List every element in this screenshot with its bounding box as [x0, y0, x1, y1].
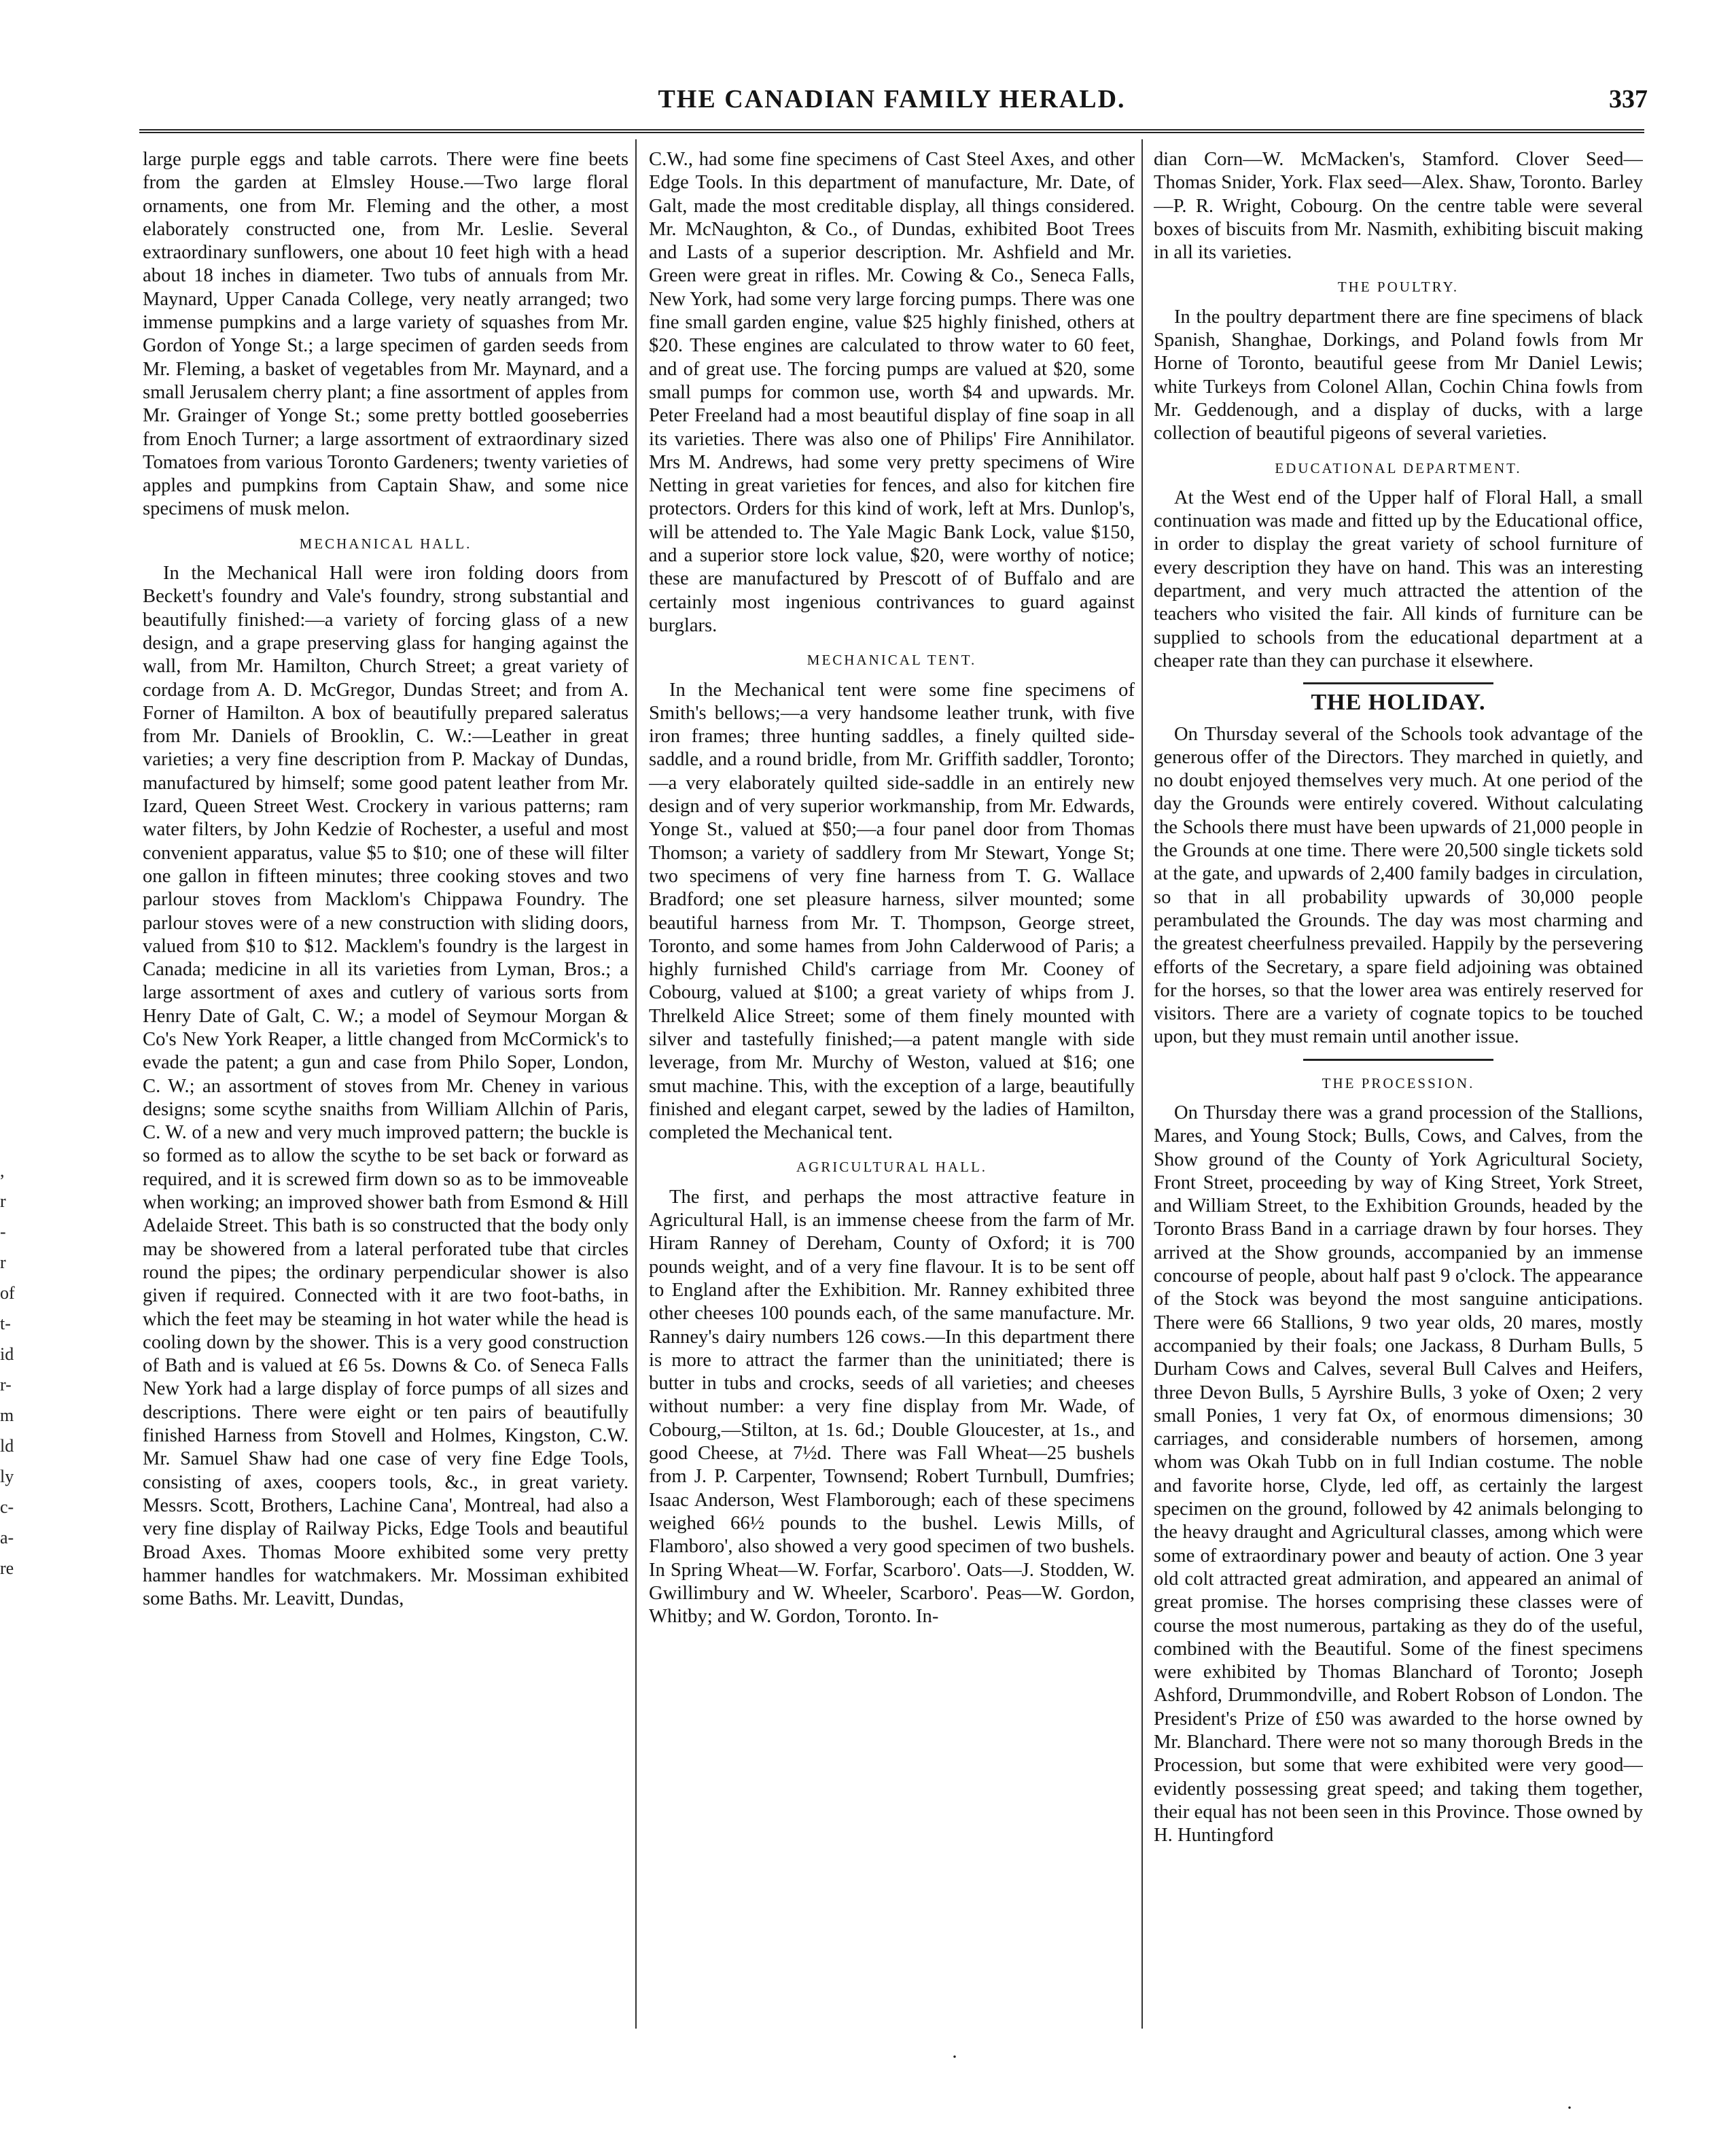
edge-fragment: of	[0, 1283, 15, 1303]
article-paragraph: On Thursday there was a grand procession of the Stallions, Mares, and Young Stock; Bulls, Cows, and Calves, from the Show ground of the County of York Agricultural Society, Front Street, proceeding by way of King Street, York Street, and William Street, to the Exhibition Grounds, headed by the Toronto Brass Band in a carriage drawn by four horses. They arrived at the Show grounds, accompanied by an immense concourse of people, about half past 9 o'clock. The appearance of the Stock was beyond the most sanguine anticipations. There were 66 Stallions, 9 two year olds, 20 mares, mostly accompanied by their foals; one Jackass, 8 Durham Bulls, 5 Durham Cows and Calves, several Bull Calves and Heifers, three Devon Bulls, 5 Ayrshire Bulls, 3 yoke of Oxen; 2 very small Ponies, 1 very fat Ox, of enormous dimensions; 30 carriages, and considerable numbers of horsemen, among whom was Okah Tubb on in full Indian costume. The noble and favorite horse, Clyde, led off, as certainly the largest specimen on the ground, followed by 42 animals belonging to the heavy draught and Agricultural classes, among which were some of extraordinary power and beauty of action. One 3 year old colt attracted great admiration, and appeared an animal of great promise. The horses comprising these classes were of course the most numerous, partaking as they do of the useful, combined with the Beautiful. Some of the finest specimens were exhibited by Thomas Blanchard of Toronto; Joseph Ashford, Drummondville, and Robert Robson of London. The President's Prize of £50 was awarded to the horse owned by Mr. Blanchard. There were not so many thorough Breds in the Procession, but some that were exhibited were very good—evidently possessing great speed; and taking them together, their equal has not been seen in this Province. Those owned by H. Huntingford	[1154, 1102, 1643, 1846]
section-heading-agricultural-hall: AGRICULTURAL HALL.	[796, 1159, 988, 1176]
page-number: 337	[1609, 85, 1648, 113]
section-heading-poultry: THE POULTRY.	[1337, 279, 1459, 296]
article-paragraph: In the Mechanical Hall were iron folding doors from Beckett's foundry and Vale's foundry, strong substantial and beautifully finished:—a variety of forcing glass of a new design, and a grape preserving glass for hanging against the wall, from Mr. Hamilton, Church Street; a great variety of cordage from A. D. McGregor, Dundas Street; and from A. Forner of Hamilton. A box of beautifully prepared saleratus from Mr. Daniels of Brooklin, C. W.:—Leather in great varieties; a very fine description from P. Mackay of Dundas, manufactured by himself; some good patent leather from Mr. Izard, Queen Street West. Crockery in various patterns; ram water filters, by John Kedzie of Rochester, a useful and most convenient apparatus, value $5 to $10; one of these will filter one gallon in fifteen minutes; three cooking stoves and two parlour stoves from Macklom's Chippawa Foundry. The parlour stoves were of a new construction with sliding doors, valued from $10 to $12. Macklem's foundry is the largest in Canada; medicine in all its varieties from Lyman, Bros.; a large assortment of axes and cutlery of various sorts from Henry Date of Galt, C. W.; a model of Seymour Morgan & Co's New York Reaper, a little changed from McCormick's to evade the patent; a gun and case from Philo Soper, London, C. W.; an assortment of stoves from Mr. Cheney in various designs; some scythe snaiths from William Allchin of Paris, C. W. of a new and very much improved pattern; the buckle is so formed as to allow the scythe to be set back or forward as required, and it is screwed firm down so as to be immoveable when working; an improved shower bath from Esmond & Hill Adelaide Street. This bath is so constructed that the body only may be showered from a lateral perforated tube that circles round the pipes; the ordinary perpendicular shower is also given if required. Connected with it are two foot-baths, in which the feet may be steaming in hot water while the head is cooling down by the shower. This is a very good construction of Bath and is valued at £6 5s. Downs & Co. of Seneca Falls New York had a large display of force pumps of all sizes and descriptions. There were eight or ten pairs of beautifully finished Harness from Stovell and Holmes, Kingston, C.W. Mr. Samuel Shaw had one case of very fine Edge Tools, consisting of axes, coopers tools, &c., in great variety. Messrs. Scott, Brothers, Lachine Cana', Montreal, had also a very fine display of Railway Picks, Edge Tools and beautiful Broad Axes. Thomas Moore exhibited some very pretty hammer handles for watchmakers. Mr. Mossiman exhibited some Baths. Mr. Leavitt, Dundas,	[143, 563, 628, 1610]
article-paragraph: In the poultry department there are fine specimens of black Spanish, Shanghae, Dorkings, and Poland fowls from Mr Horne of Toronto, beautiful geese from Mr Daniel Lewis; white Turkeys from Colonel Allan, Cochin China fowls from Mr. Geddenough, and a display of ducks, with a large collection of beautiful pigeons of several varieties.	[1154, 306, 1643, 444]
section-heading-mechanical-tent: MECHANICAL TENT.	[807, 652, 977, 669]
print-speck: ·	[951, 2046, 958, 2068]
edge-fragment: a-	[0, 1528, 14, 1547]
article-paragraph: At the West end of the Upper half of Floral Hall, a small continuation was made and fitted up by the Educational office, in order to display the great variety of school furniture of every description they have on hand. This was an interesting department, and very much attracted the attention of the teachers who visited the fair. All kinds of furniture can be supplied to schools from the educational department at a cheaper rate than they can purchase it elsewhere.	[1154, 487, 1643, 671]
page-header	[136, 84, 1648, 125]
section-heading-educational: EDUCATIONAL DEPARTMENT.	[1275, 459, 1522, 476]
newspaper-title: THE CANADIAN FAMILY HERALD.	[658, 85, 1126, 113]
edge-fragment: id	[0, 1344, 14, 1364]
edge-fragment: ly	[0, 1467, 14, 1486]
left-edge-fragments	[0, 1155, 27, 2025]
header-rule	[139, 129, 1644, 133]
section-heading-holiday: THE HOLIDAY.	[1311, 690, 1486, 716]
article-paragraph: In the Mechanical tent were some fine specimens of Smith's bellows;—a very handsome leather trunk, with five iron frames; three hunting saddles, a finely quilted side-saddle, and a round bridle, from Mr. Griffith saddler, Toronto;—a very elaborately quilted side-saddle in an entirely new design and of very superior workmanship, from Mr. Edwards, Yonge St., valued at $50;—a four panel door from Thomas Thomson; a variety of saddlery from Mr Stewart, Yonge St; two specimens of very fine harness from T. G. Wallace Bradford; one set pleasure harness, silver mounted; some beautiful harness from Mr. T. Thompson, George street, Toronto, and some hames from John Calderwood of Paris; a highly furnished Child's carriage from Mr. Cooney of Cobourg, valued at $100; a great variety of whips from J. Threlkeld Alice Street; some of them finely mounted with silver and tastefully finished;—a patent mangle with side leverage, from Mr. Murchy of Weston, valued at $16; one smut machine. This, with the exception of a large, beautifully finished and elegant carpet, sewed by the ladies of Hamilton, completed the Mechanical tent.	[649, 679, 1135, 1144]
edge-fragment: ld	[0, 1436, 14, 1456]
edge-fragment: t-	[0, 1314, 11, 1333]
column-3	[1154, 148, 1643, 2037]
edge-fragment: m	[0, 1405, 14, 1425]
column-1	[143, 148, 628, 2037]
edge-fragment: -	[0, 1222, 6, 1242]
article-paragraph: The first, and perhaps the most attractive feature in Agricultural Hall, is an immense cheese from the farm of Mr. Hiram Ranney of Dereham, County of Oxford; it is 700 pounds weight, and of a very fine flavour. It is to be sent off to England after the Exhibition. Mr. Ranney exhibited three other cheeses 100 pounds each, of the same manufacture. Mr. Ranney's dairy numbers 126 cows.—In this department there is more to attract the farmer than the uninitiated; there is butter in tubs and crocks, seeds of all varieties; and cheeses without number: a very fine display from Mr. Wade, of Cobourg,—Stilton, at 1s. 6d.; Double Gloucester, at 1s., and good Cheese, at 7½d. There was Fall Wheat—25 bushels from J. P. Carpenter, Townsend; Robert Turnbull, Dumfries; Isaac Anderson, West Flamborough; each of these specimens weighed 66½ pounds to the bushel. Lewis Mills, of Flamboro', also showed a very good specimen of two bushels. In Spring Wheat—W. Forfar, Scarboro'. Oats—J. Stodden, W. Gwillimbury and W. Wheeler, Scarboro'. Peas—W. Gordon, Whitby; and W. Gordon, Toronto. In-	[649, 1186, 1135, 1628]
section-divider	[1303, 682, 1493, 684]
column-divider	[1141, 139, 1143, 2029]
edge-fragment: r	[0, 1252, 6, 1272]
edge-fragment: r	[0, 1191, 6, 1211]
article-paragraph: large purple eggs and table carrots. There were fine beets from the garden at Elmsley House.—Two large floral ornaments, one from Mr. Fleming and the other, a most elaborately constructed one, from Mr. Leslie. Several extraordinary sunflowers, one about 10 feet high with a head about 18 inches in diameter. Two tubs of annuals from Mr. Maynard, Upper Canada College, very neatly arranged; two immense pumpkins and a large variety of squashes from Mr. Gordon of Yonge St.; a large specimen of garden seeds from Mr. Fleming, a basket of vegetables from Mr. Maynard, and a small Jerusalem cherry plant; a fine assortment of apples from Mr. Grainger of Yonge St.; some pretty bottled gooseberries from Enoch Turner; a large assortment of extraordinary sized Tomatoes from various Toronto Gardeners; twenty varieties of apples and pumpkins from Captain Shaw, and some nice specimens of musk melon.	[143, 149, 628, 520]
column-2	[649, 148, 1135, 2037]
article-paragraph: C.W., had some fine specimens of Cast Steel Axes, and other Edge Tools. In this department of manufacture, Mr. Date, of Galt, made the most creditable display, all things considered. Mr. McNaughton, & Co., of Dundas, exhibited Boot Trees and Lasts of a superior description. Mr. Ashfield and Mr. Green were great in rifles. Mr. Cowing & Co., Seneca Falls, New York, had some very large forcing pumps. There was one fine small garden engine, value $25 highly finished, others at $20. These engines are calculated to throw water to 60 feet, and of great use. The forcing pumps are valued at $20, some small pumps for common use, worth $4 and upwards. Mr. Peter Freeland had a most beautiful display of fine soap in all its varieties. There was also one of Philips' Fire Annihilator. Mrs M. Andrews, had some very pretty specimens of Wire Netting in great varieties for fences, and also for kitchen fire protectors. Orders for this kind of work, left at Mrs. Dunlop's, will be attended to. The Yale Magic Bank Lock, value $150, and a superior store lock value, $20, were worthy of notice; these are manufactured by Prescott of of Buffalo and are certainly most ingenious contrivances to guard against burglars.	[649, 149, 1135, 636]
print-speck: ·	[1566, 2097, 1573, 2119]
article-paragraph: On Thursday several of the Schools took advantage of the generous offer of the Directors. They marched in quietly, and no doubt enjoyed themselves very much. At one period of the day the Grounds were entirely covered. Without calculating the Schools there must have been upwards of 21,000 people in the Grounds at one time. There were 20,500 single tickets sold at the gate, and upwards of 2,400 family badges in circulation, so that in all probability upwards of 30,000 people perambulated the Grounds. The day was most charming and the greatest cheerfulness prevailed. Happily by the persevering efforts of the Secretary, a spare field adjoining was obtained for the horses, so that the lower area was entirely reserved for visitors. There are a variety of cognate topics to be touched upon, but they must remain until another issue.	[1154, 723, 1643, 1048]
section-divider	[1303, 1059, 1493, 1061]
article-paragraph: dian Corn—W. McMacken's, Stamford. Clover Seed—Thomas Snider, York. Flax seed—Alex. Shaw, Toronto. Barley—P. R. Wright, Cobourg. On the centre table were several boxes of biscuits from Mr. Nasmith, exhibiting biscuit making in all its varieties.	[1154, 149, 1643, 264]
edge-fragment: r-	[0, 1375, 12, 1395]
edge-fragment: c-	[0, 1497, 14, 1517]
section-heading-mechanical-hall: MECHANICAL HALL.	[299, 535, 472, 552]
edge-fragment: re	[0, 1558, 14, 1578]
column-divider	[635, 139, 637, 2029]
section-heading-procession: THE PROCESSION.	[1322, 1074, 1475, 1091]
edge-fragment: ,	[0, 1161, 5, 1180]
